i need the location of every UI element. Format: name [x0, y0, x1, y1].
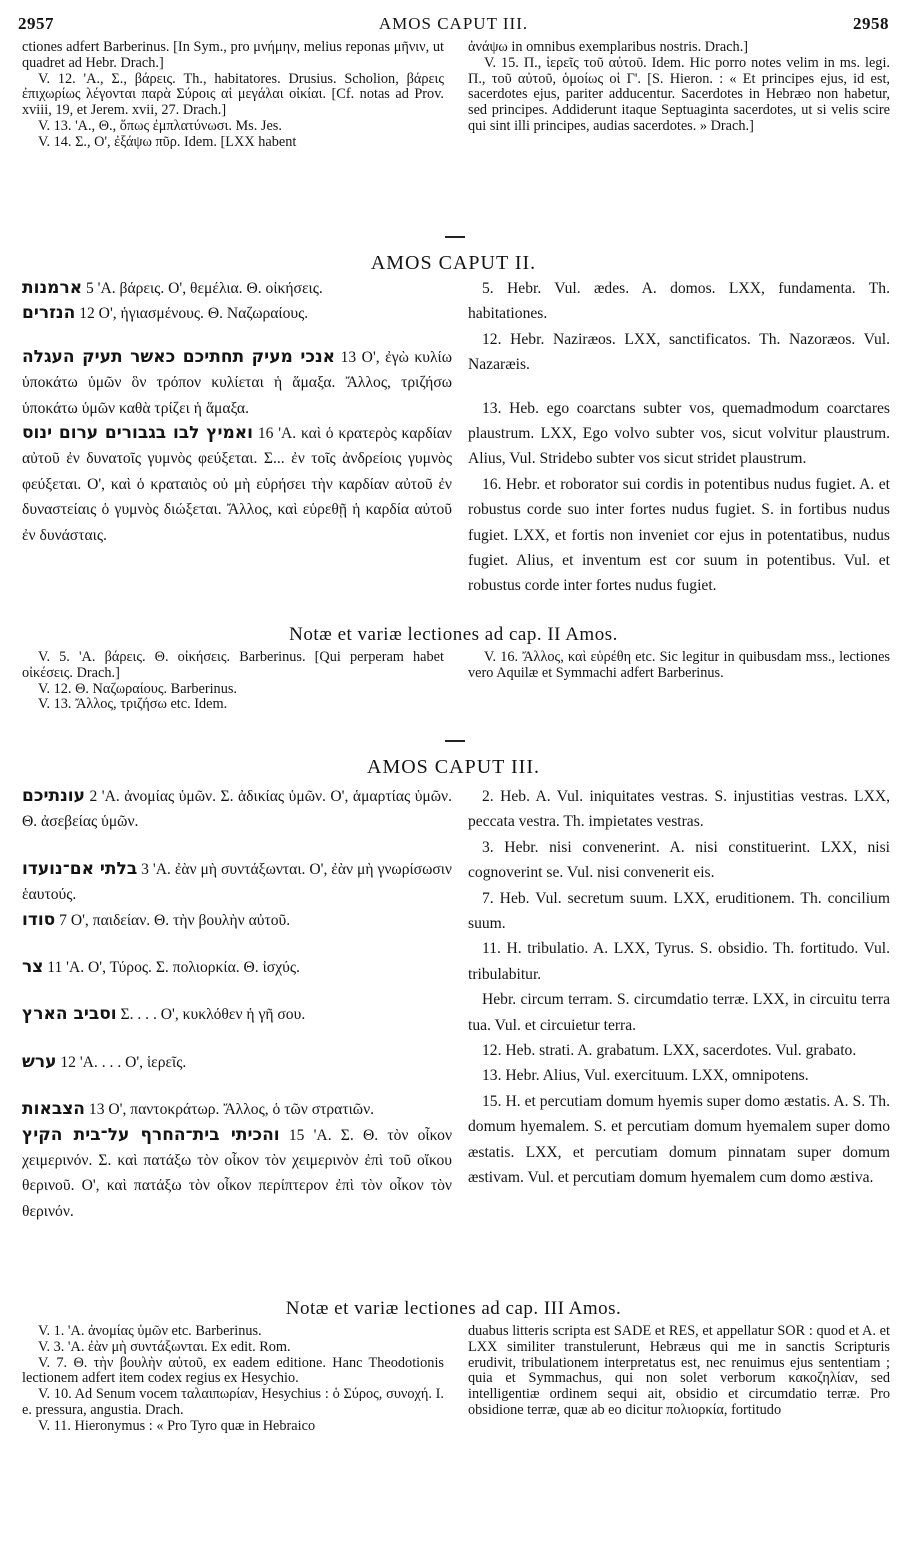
latin-translation: 12. Heb. strati. A. grabatum. LXX, sacerdotes. Vul. grabato. [482, 1042, 857, 1060]
hexapla-entry [22, 1123, 452, 1225]
note-paragraph: V. 1. 'Α. ἀνομίας ὑμῶν etc. Barberinus. [38, 1323, 262, 1339]
latin-translation: 13. Hebr. Alius, Vul. exercituum. LXX, omnipotens. [482, 1067, 809, 1085]
ch2-notes-left [22, 650, 444, 713]
hexapla-entry [22, 1050, 452, 1075]
hebrew-lemma: עונתיכם [22, 786, 85, 806]
greek-readings: 12 Ο', ἡγιασμένους. Θ. Ναζωραίους. [79, 305, 309, 323]
hexapla-entry [22, 301, 452, 326]
greek-readings: 12 'Α. . . . Ο', ἱερεῖς. [60, 1053, 187, 1071]
hexapla-entry [22, 908, 452, 933]
note-paragraph: V. 12. 'Α., Σ., βάρεις. Th., habitatores. Drusius. Scholion, βάρεις ἐπιχωρίως λέγονται παρὰ Σύροις αἱ μεγάλαι οἰκίαι. [Cf. notas ad Prov. xviii, 19, et Jerem. xvii, 27. Drach.] [22, 70, 444, 119]
hebrew-lemma: ואמיץ לבו בגבורים ערום ינוס [22, 423, 254, 444]
note-paragraph: ἀνάψω in omnibus exemplaribus nostris. Drach.] [468, 39, 749, 55]
note-paragraph: ctiones adfert Barberinus. [In Sym., pro μνήμην, melius reponas μῆνιν, ut quadret ad Hebr. Drach.] [22, 39, 444, 71]
hebrew-lemma: וסביב הארץ [22, 1004, 117, 1025]
hebrew-lemma: צר [22, 957, 44, 978]
hexapla-entry [22, 1002, 452, 1027]
top-notes-left [22, 40, 444, 151]
chapter-title: AMOS CAPUT III. [367, 756, 540, 778]
latin-translation: 2. Heb. A. Vul. iniquitates vestras. S. injustitias vestras. LXX, peccata vestra. Th. impietates vestras. [468, 788, 890, 831]
greek-readings: 15 'Α. Σ. Θ. τὸν οἶκον χειμερινόν. Σ. καὶ πατάξω τὸν οἶκον τὸν χειμερινὸν ἐπὶ τοῦ οἴκου θερινοῦ. Ο', καὶ πατάξω τὸν οἶκον περίπτερον ἐπὶ τὸν οἶκον τὸν θερινόν. [22, 1126, 452, 1220]
top-notes-right [468, 40, 890, 135]
hexapla-entry [22, 345, 452, 421]
ch3-greek-column [22, 784, 452, 1224]
section-divider [445, 740, 465, 742]
note-paragraph: V. 15. Π., ἱερεῖς τοῦ αὐτοῦ. Idem. Hic porro notes velim in ms. legi. Π., τοῦ αὐτοῦ, ὁμοίως οἱ Γ'. [S. Hieron. : « Et principes ejus, id est, sacerdotes ejus, pariter adducentur. Sacerdotes in Hebræo non habetur, sed principes. Addiderunt itaque Septuaginta sacerdotes, ut si velis scire qui sint illi principes, audias sacerdotes. » Drach.] [468, 54, 890, 134]
note-paragraph: V. 5. 'Α. βάρεις. Θ. οἰκήσεις. Barberinus. [Qui perperam habet οἰκέσεις. Drach.] [22, 649, 444, 681]
notes-heading: Notæ et variæ lectiones ad cap. III Amos. [285, 1298, 622, 1319]
hexapla-entry [22, 1097, 452, 1122]
note-paragraph: V. 11. Hieronymus : « Pro Tyro quæ in Hebraico [38, 1417, 316, 1434]
notes-heading: Notæ et variæ lectiones ad cap. II Amos. [289, 624, 618, 645]
latin-translation: 3. Hebr. nisi convenerint. A. nisi constituerint. LXX, nisi cognoverint se. Vul. nisi convenerit eis. [468, 838, 890, 882]
latin-translation: 11. H. tribulatio. A. LXX, Tyrus. S. obsidio. Th. fortitudo. Vul. tribulabitur. [468, 940, 890, 983]
latin-translation: 12. Hebr. Naziræos. LXX, sanctificatos. Th. Nazoræos. Vul. Nazaræis. [468, 330, 890, 374]
hebrew-lemma: הנזרים [22, 303, 76, 324]
hexapla-entry [22, 421, 452, 548]
hebrew-lemma: סודו [22, 909, 56, 930]
ch2-greek-column [22, 276, 452, 548]
hebrew-lemma: ערש [22, 1051, 57, 1072]
latin-translation: Hebr. circum terram. S. circumdatio terræ. LXX, in circuitu terra tua. Vul. et circuietur terra. [468, 991, 890, 1034]
hebrew-lemma: ארמנות [22, 278, 83, 298]
ch3-latin-column [468, 784, 890, 1191]
page-number-left: 2957 [18, 14, 54, 33]
greek-readings: 5 'Α. βάρεις. Ο', θεμέλια. Θ. οἰκήσεις. [85, 280, 323, 297]
hebrew-lemma: והכיתי בית־החרף על־בית הקיץ [22, 1124, 280, 1145]
note-paragraph: V. 10. Ad Senum vocem ταλαιπωρίαν, Hesychius : ὁ Σύρος, συνοχή. I. e. pressura, angustia. Drach. [22, 1386, 444, 1418]
greek-readings: 7 Ο', παιδείαν. Θ. τὴν βουλὴν αὐτοῦ. [59, 911, 291, 929]
hebrew-lemma: אנכי מעיק תחתיכם כאשר תעיק העגלה [22, 346, 336, 367]
ch3-notes-right [468, 1324, 890, 1419]
greek-readings: 13 Ο', παντοκράτωρ. Ἄλλος, ὁ τῶν στρατιῶν. [88, 1101, 375, 1119]
latin-translation: 15. H. et percutiam domum hyemis super domo æstatis. A. S. Th. domum hyemalem. S. et percutiam domum hyemalem super domo æstatis. LXX, et percutiam domum pinnatam super domum æstivam. Vul. et percutiam domum hyemalem cum domo æstiva. [468, 1092, 890, 1187]
note-paragraph: duabus litteris scripta est SADE et RES, et appellatur SOR : quod et A. et LXX similiter transtulerunt, Hebræus qui me in sanctis Scripturis erudivit, tribulationem interpretatus est, nec renuimus ejus sententiam ; quia et Symmachus, qui non solet verborum κακοζηλίαν, sed intelligentiæ ordinem sequi ait, obsidio et circumdatio terræ. Pro obsidione terræ, quæ ab eo dicitur πολιορκία, fortitudo [468, 1323, 890, 1418]
hexapla-entry [22, 276, 452, 301]
note-paragraph: V. 12. Θ. Ναζωραίους. Barberinus. [38, 680, 237, 697]
greek-readings: Σ. . . . Ο', κυκλόθεν ἡ γῆ σου. [120, 1006, 306, 1024]
latin-translation: 16. Hebr. et roborator sui cordis in potentibus nudus fugiet. A. et robustus corde suo inter fortes nudus fugiet. S. in fortibus nudus fugiet. LXX, et fortis non inveniet cor ejus in potentatibus, nudus fugiet. Alius, et inventum est cor suum in potentibus. Vul. et robustus corde inter fortes nudus fugiet. [468, 475, 890, 595]
hexapla-entry [22, 784, 452, 835]
latin-translation: 7. Heb. Vul. secretum suum. LXX, eruditionem. Th. concilium suum. [468, 889, 890, 933]
running-header [18, 14, 889, 36]
note-paragraph: V. 16. Ἄλλος, καὶ εὑρέθη etc. Sic legitur in quibusdam mss., lectiones vero Aquilæ et Symmachi adfert Barberinus. [468, 649, 890, 681]
note-paragraph: V. 3. 'Α. ἐὰν μὴ συντάξωνται. Ex edit. Rom. [38, 1338, 291, 1355]
greek-readings: 16 'Α. καὶ ὁ κρατερὸς καρδίαν αὐτοῦ ἐν δυνατοῖς γυμνὸς φεύξεται. Σ... ἐν τοῖς ἀνδρείοις γυμνὸς φεύξεται. Ο', καὶ ὁ κραταιὸς οὐ μὴ εὑρήσει τὴν καρδίαν αὐτοῦ ἐν δυναστείαις ὁ γυμνὸς διώξεται. Ἄλλος, καὶ εὑρεθῇ ἡ καρδία αὐτοῦ ἐν δυνάσταις. [22, 425, 452, 544]
note-paragraph: V. 13. 'Α., Θ., ὅπως ἐμπλατύνωσι. Ms. Jes. [38, 117, 282, 134]
page-number-right: 2958 [853, 14, 889, 33]
greek-readings: 11 'Α. Ο', Τύρος. Σ. πολιορκία. Θ. ἰσχύς. [47, 959, 300, 977]
latin-translation: 5. Hebr. Vul. ædes. A. domos. LXX, fundamenta. Th. habitationes. [468, 280, 890, 323]
hexapla-entry [22, 955, 452, 980]
hebrew-lemma: בלתי אם־נועדו [22, 858, 138, 879]
chapter-title: AMOS CAPUT II. [370, 252, 537, 274]
running-title: AMOS CAPUT III. [378, 14, 529, 33]
latin-translation: 13. Heb. ego coarctans subter vos, quemadmodum coarctares plaustrum. LXX, Ego volvo subter vos, sicut volvitur plaustrum. Alius, Vul. Stridebo subter vos sicut stridet plaustrum. [468, 399, 890, 468]
note-paragraph: V. 7. Θ. τὴν βουλὴν αὐτοῦ, ex eadem editione. Hanc Theodotionis lectionem adfert item codex regius ex Hesychio. [22, 1354, 444, 1387]
hebrew-lemma: הצבאות [22, 1099, 85, 1120]
ch2-latin-column [468, 276, 890, 599]
greek-readings: 13 Ο', ἐγὼ κυλίω ὑποκάτω ὑμῶν ὃν τρόπον κυλίεται ἡ ἅμαξα. Ἄλλος, τριζήσω ὑποκάτω ὑμῶν καθὰ τρίζει ἡ ἅμαξα. [22, 348, 452, 417]
ch2-notes-right [468, 650, 890, 682]
hexapla-entry [22, 857, 452, 908]
greek-readings: 2 'Α. ἀνομίας ὑμῶν. Σ. ἀδικίας ὑμῶν. Ο', ἁμαρτίας ὑμῶν. Θ. ἀσεβείας ὑμῶν. [22, 788, 452, 831]
greek-readings: 3 'Α. ἐὰν μὴ συντάξωνται. Ο', ἐὰν μὴ γνωρίσωσιν ἑαυτούς. [22, 860, 452, 904]
ch3-notes-left [22, 1324, 444, 1435]
note-paragraph: V. 14. Σ., Ο', ἐξάψω πῦρ. Idem. [LXX habent [38, 133, 297, 150]
note-paragraph: V. 13. Ἄλλος, τριζήσω etc. Idem. [38, 696, 228, 713]
section-divider [445, 236, 465, 238]
